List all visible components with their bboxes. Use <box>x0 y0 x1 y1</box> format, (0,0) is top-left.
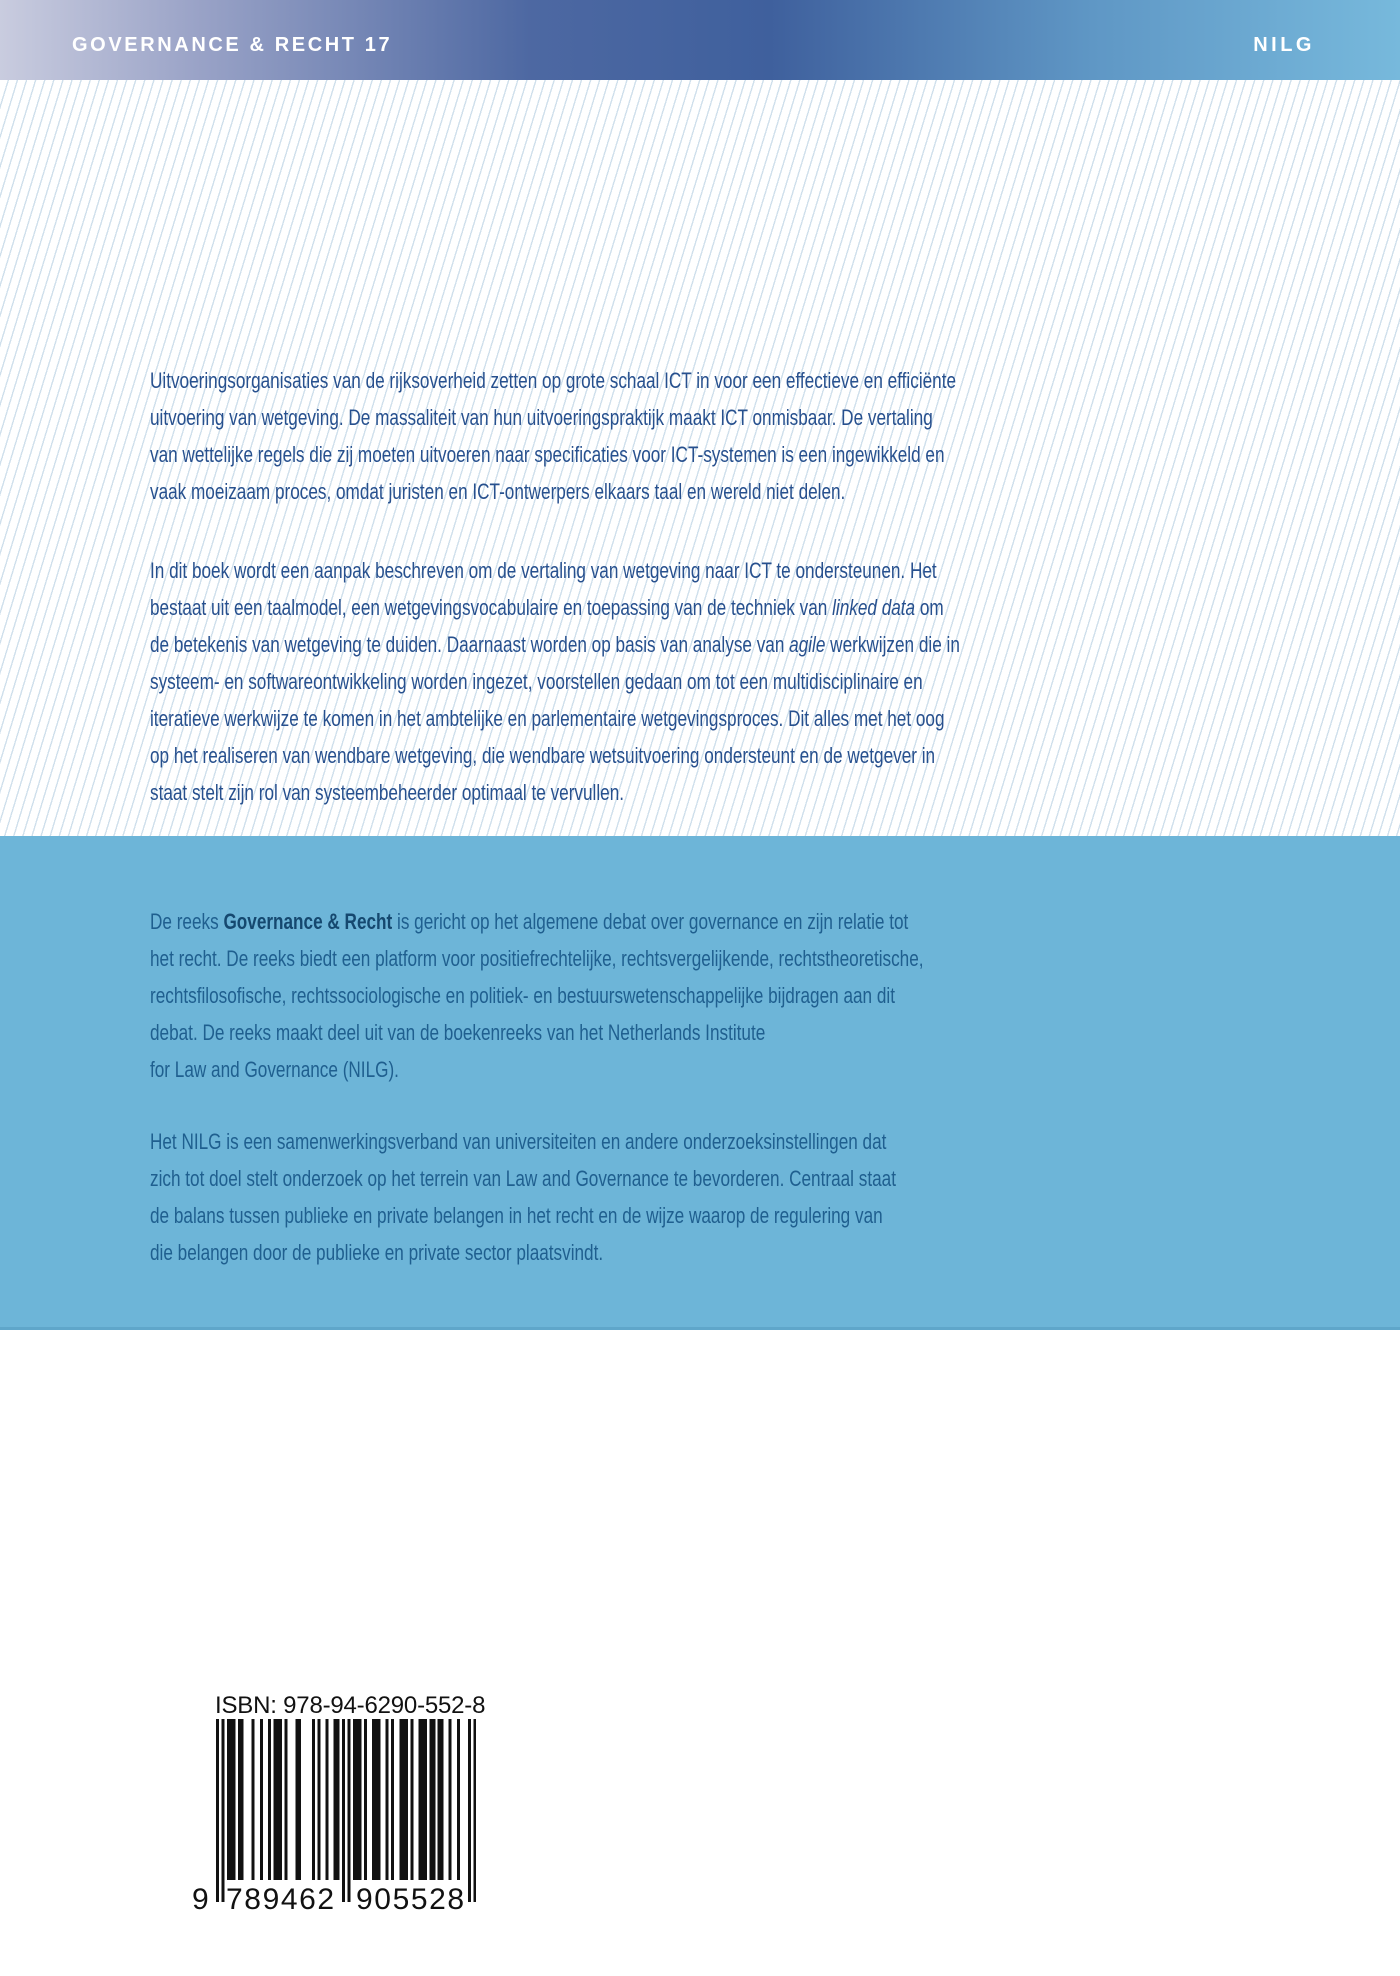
isbn-block <box>192 1692 486 1949</box>
isbn-label: ISBN: 978-94-6290-552-8 <box>215 1692 486 1719</box>
barcode-digit-group-right: 905528 <box>356 1883 466 1916</box>
text-run: systeem- en softwareontwikkeling worden ingezet, voorstellen gedaan om tot een multidisciplinaire en <box>150 669 923 694</box>
text-run: uitvoering van wetgeving. De massaliteit van hun uitvoeringspraktijk maakt ICT onmisbaar. De vertaling <box>150 405 933 430</box>
text-run: Het NILG is een samenwerkingsverband van universiteiten en andere onderzoeksinstellingen dat <box>150 1129 887 1154</box>
text-run: de betekenis van wetgeving te duiden. Daarnaast worden op basis van analyse van <box>150 632 790 657</box>
text-line <box>150 552 1125 589</box>
text-line <box>150 436 1125 473</box>
text-run: debat. De reeks maakt deel uit van de boekenreeks van het Netherlands Institute <box>150 1020 766 1045</box>
text-run: het recht. De reeks biedt een platform voor positiefrechtelijke, rechtsvergelijkende, rechtstheoretische, <box>150 946 924 971</box>
text-run: van wettelijke regels die zij moeten uitvoeren naar specificaties voor ICT-systemen is een ingewikkeld en <box>150 442 945 467</box>
text-run: rechtsfilosofische, rechtssociologische en politiek- en bestuurswetenschappelijke bijdragen aan dit <box>150 983 895 1008</box>
text-run: staat stelt zijn rol van systeembeheerder optimaal te vervullen. <box>150 780 625 805</box>
text-run: werkwijzen die in <box>825 632 960 657</box>
text-run: Uitvoeringsorganisaties van de rijksoverheid zetten op grote schaal ICT in voor een effectieve en efficiënte <box>150 368 957 393</box>
text-run: iteratieve werkwijze te komen in het ambtelijke en parlementaire wetgevingsproces. Dit alles met het oog <box>150 706 945 731</box>
text-line <box>150 1123 1125 1160</box>
text-line <box>150 362 1125 399</box>
italic-run: linked data <box>832 595 916 620</box>
text-line <box>150 399 1125 436</box>
text-line <box>150 737 1125 774</box>
barcode-digit-group-left: 789462 <box>226 1883 336 1916</box>
synopsis-paragraph-1 <box>150 362 1125 510</box>
text-run: In dit boek wordt een aanpak beschreven om de vertaling van wetgeving naar ICT te ondersteunen. Het <box>150 558 937 583</box>
text-line <box>150 473 1125 510</box>
barcode-bars <box>216 1719 476 1902</box>
ean13-barcode <box>192 1719 475 1949</box>
text-run: op het realiseren van wendbare wetgeving, die wendbare wetsuitvoering ondersteunt en de wetgever in <box>150 743 936 768</box>
text-run: zich tot doel stelt onderzoek op het terrein van Law and Governance te bevorderen. Centraal staat <box>150 1166 896 1191</box>
text-run: De reeks <box>150 909 224 934</box>
isbn-area <box>0 1330 1400 1976</box>
series-description-section <box>0 836 1400 1330</box>
text-line <box>150 626 1125 663</box>
text-line <box>150 589 1125 626</box>
text-run: is gericht op het algemene debat over governance en zijn relatie tot <box>392 909 909 934</box>
text-run: die belangen door de publieke en private sector plaatsvindt. <box>150 1240 604 1265</box>
bold-run: Governance & Recht <box>223 909 393 934</box>
text-line <box>150 663 1125 700</box>
series-title: GOVERNANCE & RECHT 17 <box>72 33 393 56</box>
text-line <box>150 1014 1125 1051</box>
synopsis-section <box>0 80 1400 836</box>
text-line <box>150 940 1125 977</box>
text-line <box>150 903 1125 940</box>
text-run: de balans tussen publieke en private belangen in het recht en de wijze waarop de regulering van <box>150 1203 883 1228</box>
text-line <box>150 977 1125 1014</box>
text-line <box>150 700 1125 737</box>
text-line <box>150 1197 1125 1234</box>
text-line <box>150 774 1125 811</box>
text-run: bestaat uit een taalmodel, een wetgevingsvocabulaire en toepassing van de techniek van <box>150 595 833 620</box>
text-run: for Law and Governance (NILG). <box>150 1057 399 1082</box>
text-line <box>150 1234 1125 1271</box>
series-paragraph-1 <box>150 903 1125 1088</box>
synopsis-paragraph-2 <box>150 552 1125 811</box>
series-paragraph-2 <box>150 1123 1125 1271</box>
italic-run: agile <box>789 632 826 657</box>
text-run: om <box>915 595 944 620</box>
nilg-logo-text: NILG <box>1253 33 1315 56</box>
text-line <box>150 1051 1125 1088</box>
barcode-digit-first: 9 <box>192 1883 209 1916</box>
series-header-bar <box>0 0 1400 80</box>
text-run: vaak moeizaam proces, omdat juristen en ICT-ontwerpers elkaars taal en wereld niet delen. <box>150 479 846 504</box>
text-line <box>150 1160 1125 1197</box>
